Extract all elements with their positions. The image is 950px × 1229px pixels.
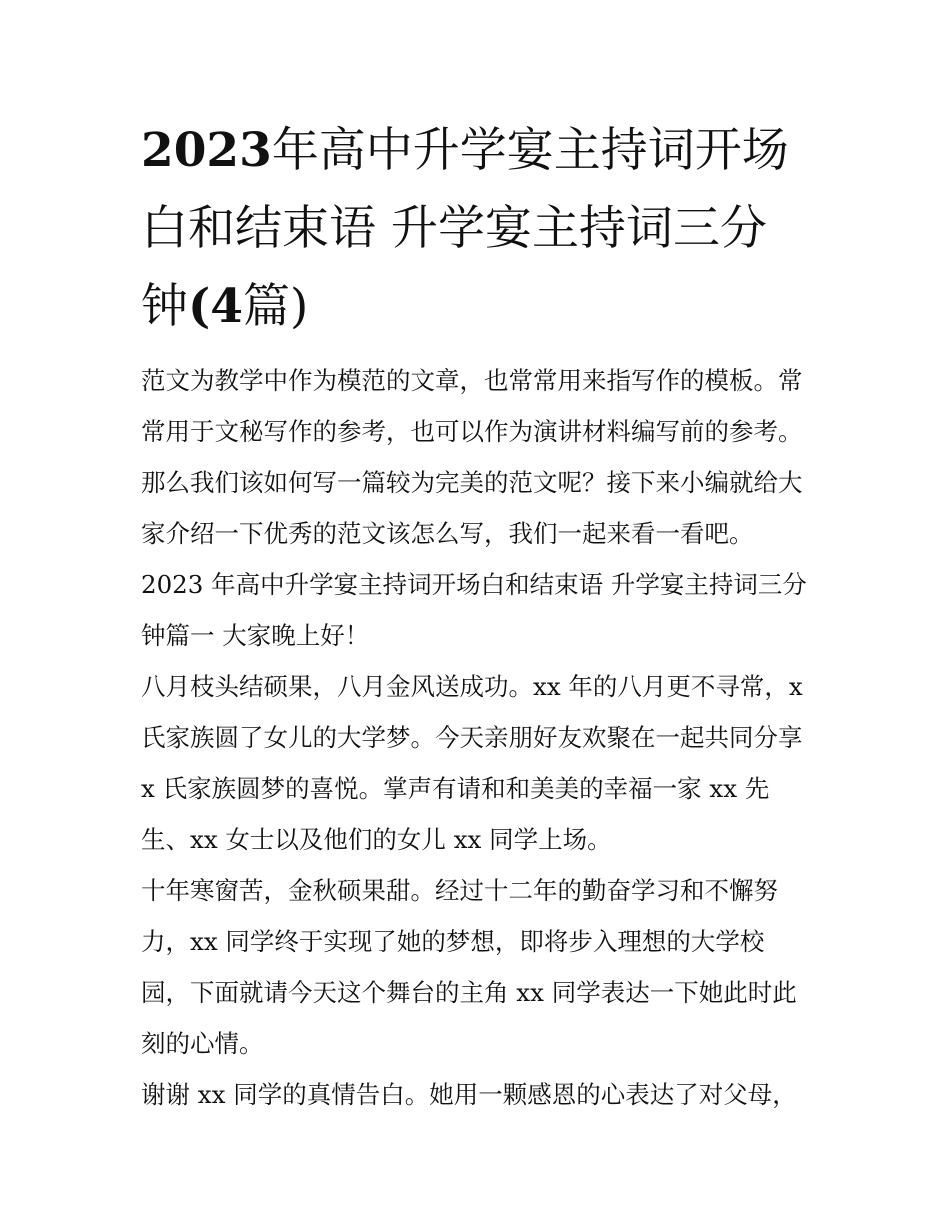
title-year: 2023	[141, 123, 272, 178]
body-line: 家介绍一下优秀的范文该怎么写，我们一起来看一看吧。	[141, 519, 754, 548]
body-line: 范文为教学中作为模范的文章，也常常用来指写作的模板。常	[141, 366, 803, 395]
body-line: x 氏家族圆梦的喜悦。掌声有请和和美美的幸福一家 xx 先	[141, 774, 770, 803]
body-line: 谢谢 xx 同学的真情告白。她用一颗感恩的心表达了对父母，	[141, 1080, 797, 1109]
title-text-3b: 篇)	[242, 279, 309, 334]
body-line: 氏家族圆了女儿的大学梦。今天亲朋好友欢聚在一起共同分享	[141, 723, 803, 752]
title-line-2	[141, 190, 821, 268]
title-text-2: 白和结束语 升学宴主持词三分	[141, 201, 767, 256]
body-line: 常用于文秘写作的参考，也可以作为演讲材料编写前的参考。	[141, 417, 803, 446]
body-line: 十年寒窗苦，金秋硕果甜。经过十二年的勤奋学习和不懈努	[141, 876, 778, 905]
body-line: 钟篇一 大家晚上好！	[141, 621, 370, 650]
document-body	[141, 355, 821, 1120]
body-line: 八月枝头结硕果，八月金风送成功。xx 年的八月更不寻常，x	[141, 672, 803, 701]
body-line: 刻的心情。	[141, 1029, 264, 1058]
document-title	[141, 112, 821, 346]
body-line: 生、xx 女士以及他们的女儿 xx 同学上场。	[141, 825, 612, 854]
title-line-1	[141, 112, 821, 190]
body-line: 园，下面就请今天这个舞台的主角 xx 同学表达一下她此时此	[141, 978, 797, 1007]
title-count: (4	[188, 279, 243, 334]
body-line: 2023 年高中升学宴主持词开场白和结束语 升学宴主持词三分	[141, 570, 807, 599]
title-text-1: 年高中升学宴主持词开场	[271, 123, 789, 178]
title-line-3	[141, 268, 821, 346]
body-line: 力，xx 同学终于实现了她的梦想，即将步入理想的大学校	[141, 927, 765, 956]
body-line: 那么我们该如何写一篇较为完美的范文呢？接下来小编就给大	[141, 468, 803, 497]
title-text-3a: 钟	[141, 279, 188, 334]
